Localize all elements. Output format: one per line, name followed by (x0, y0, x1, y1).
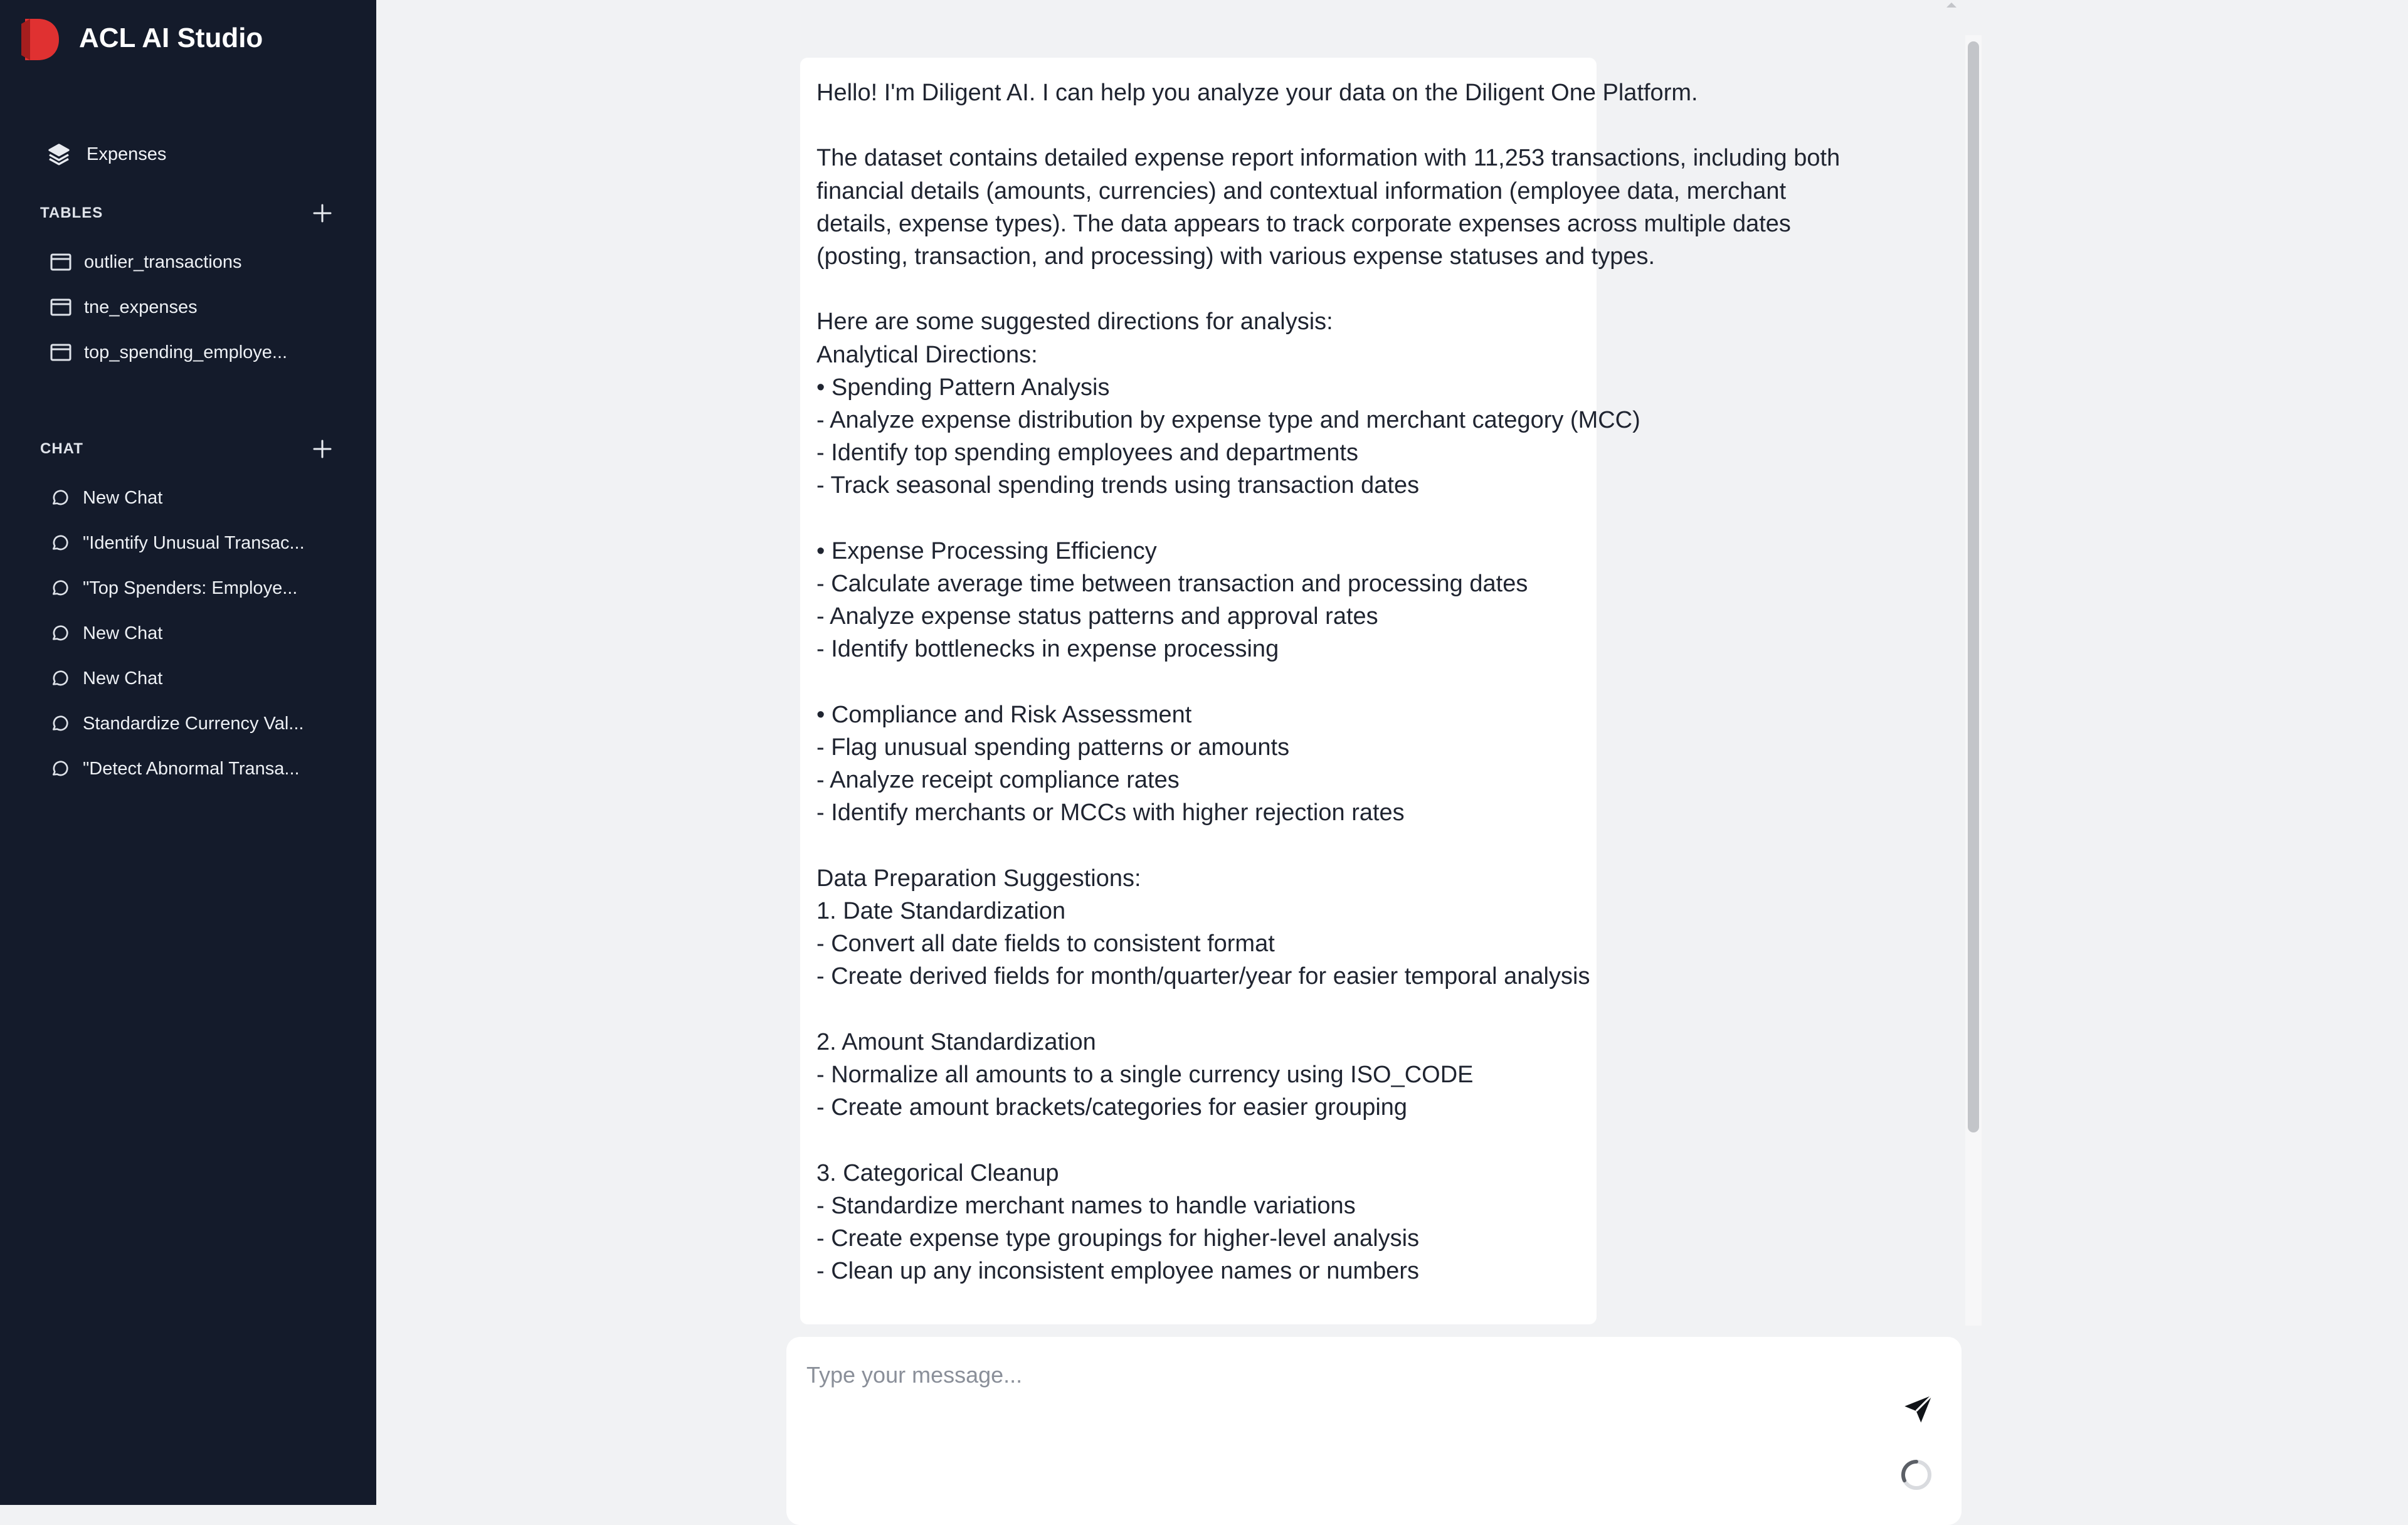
table-icon (50, 298, 71, 317)
chat-item[interactable] (50, 611, 339, 656)
scrollbar-thumb[interactable] (1968, 41, 1979, 1132)
table-item-top-spending-employees[interactable] (50, 330, 339, 375)
chat-item[interactable] (50, 746, 339, 791)
table-icon (50, 253, 71, 272)
dataset-expenses[interactable] (46, 137, 347, 172)
table-icon (50, 343, 71, 362)
message-composer (786, 1337, 1962, 1525)
chat-item[interactable] (50, 475, 339, 520)
chat-bubble-icon (50, 488, 70, 508)
assistant-message-text: Hello! I'm Diligent AI. I can help you analyze your data on the Diligent One Platform. The dataset contains detailed expense report information with 11,253 transactions, including both financial details (amounts, currencies) and contextual information (employee data, merchant details, expense types). The data appears to track corporate expenses across multiple dates (posting, transaction, and processing) with various expense statuses and types. Here are some suggested directions for analysis: Analytical Directions: • Spending Pattern Analysis - Analyze expense distribution by expense type and merchant category (MCC) - Identify top spending employees and departments - Track seasonal spending trends using transaction dates • Expense Processing Efficiency - Calculate average time between transaction and processing dates - Analyze expense status patterns and approval rates - Identify bottlenecks in expense processing • Compliance and Risk Assessment - Flag unusual spending patterns or amounts - Analyze receipt compliance rates - Identify merchants or MCCs with higher rejection rates Data Preparation Suggestions: 1. Date Standardization - Convert all date fields to consistent format - Create derived fields for month/quarter/year for easier temporal analysis 2. Amount Standardization - Normalize all amounts to a single currency using ISO_CODE - Create amount brackets/categories for easier grouping 3. Categorical Cleanup - Standardize merchant names to handle variations - Create expense type groupings for higher-level analysis - Clean up any inconsistent employee names or numbers (816, 80, 1840, 1285)
chat-bubble-icon (50, 578, 70, 598)
plus-icon (312, 439, 332, 459)
chat-bubble-icon (50, 623, 70, 643)
send-button[interactable] (1896, 1387, 1940, 1431)
assistant-message (800, 58, 1840, 1324)
chat-bubble-icon (50, 714, 70, 734)
table-item-label: top_spending_employe... (84, 342, 288, 362)
table-item-label: outlier_transactions (84, 251, 242, 272)
chat-item-label: "Detect Abnormal Transa... (83, 758, 300, 779)
chat-list (50, 475, 339, 791)
chat-bubble-icon (50, 668, 70, 689)
scrollbar[interactable] (1965, 35, 1982, 1326)
chat-item-label: New Chat (83, 623, 163, 643)
chat-item-label: "Top Spenders: Employe... (83, 578, 298, 598)
table-item-tne-expenses[interactable] (50, 285, 339, 330)
chat-bubble-icon (50, 759, 70, 779)
app-title: ACL AI Studio (79, 23, 263, 53)
dataset-label: Expenses (87, 144, 167, 164)
sidebar (0, 0, 376, 1505)
tables-list (50, 240, 339, 375)
chat-section-title: CHAT (40, 440, 83, 457)
send-icon (1902, 1393, 1935, 1425)
loading-spinner-icon (1899, 1457, 1934, 1492)
new-chat-button[interactable] (310, 436, 335, 462)
app-logo-icon (21, 19, 59, 60)
table-item-label: tne_expenses (84, 297, 198, 317)
chat-item-label: New Chat (83, 668, 163, 689)
add-table-button[interactable] (310, 201, 335, 226)
chat-item[interactable] (50, 656, 339, 701)
tables-section-title: TABLES (40, 204, 103, 221)
message-input[interactable] (805, 1356, 1874, 1395)
chat-item-label: Standardize Currency Val... (83, 713, 304, 734)
tables-section-header (40, 194, 335, 232)
chat-item[interactable] (50, 701, 339, 746)
chat-main-panel (376, 0, 2408, 1505)
chat-item[interactable] (50, 520, 339, 566)
layers-icon (46, 142, 71, 167)
chat-item-label: "Identify Unusual Transac... (83, 532, 305, 553)
scroll-up-arrow-icon[interactable] (1944, 0, 1959, 9)
table-item-outlier-transactions[interactable] (50, 240, 339, 285)
plus-icon (312, 203, 332, 223)
chat-item-label: New Chat (83, 487, 163, 508)
chat-item[interactable] (50, 566, 339, 611)
chat-section-header (40, 430, 335, 468)
chat-bubble-icon (50, 533, 70, 553)
